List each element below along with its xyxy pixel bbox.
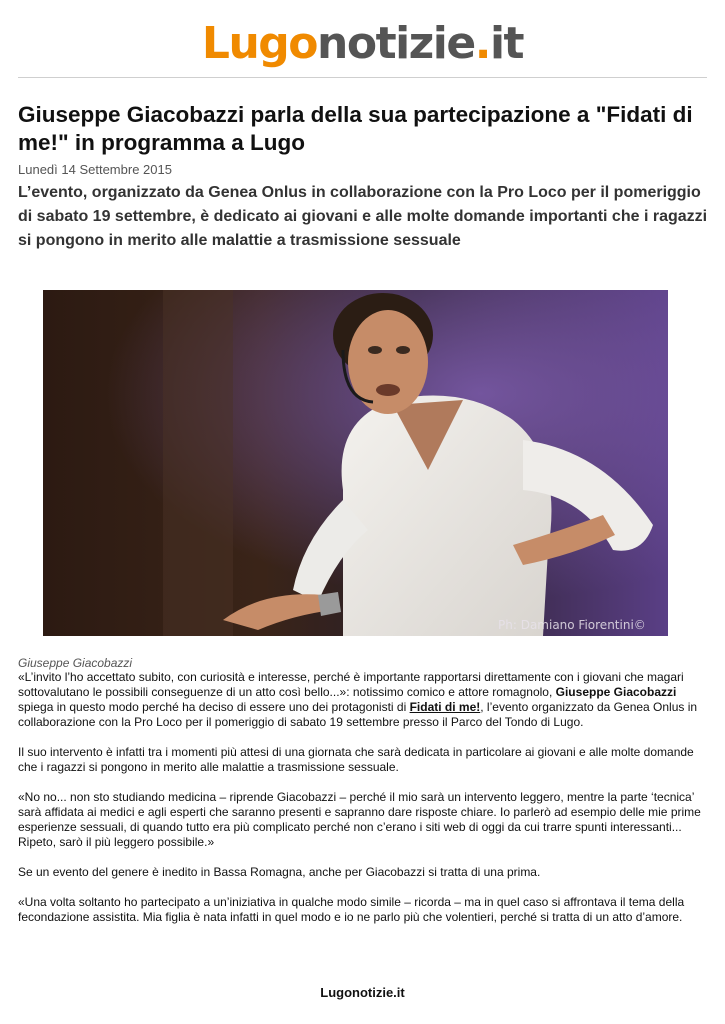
photo-credit: Ph: Damiano Fiorentini©: [498, 618, 646, 632]
article-body: [18, 670, 712, 940]
event-link[interactable]: Fidati di me!: [409, 700, 481, 714]
photo-caption: Giuseppe Giacobazzi: [18, 656, 133, 670]
paragraph-2: Il suo intervento è infatti tra i momenti più attesi di una giornata che sarà dedicata in particolare ai giovani e alle molte domande che i ragazzi si pongono in merito alle malattie a trasmissione sessuale.: [18, 745, 694, 774]
paragraph-3: «No no... non sto studiando medicina – riprende Giacobazzi – perché il mio sarà un intervento leggero, mentre la parte ‘tecnica’ sarà affidata ai medici e agli esperti che saranno presenti e sapranno dare risposte chiare. Io parlerò ad esempio delle mie prime esperienze sessuali, di quando tutto era più complicato perché non c’erano i siti web di oggi da cui trarre spunti interessanti... Ripeto, sarò il più leggero possibile.»: [18, 790, 701, 849]
article-title: Giuseppe Giacobazzi parla della sua partecipazione a "Fidati di me!" in programma a Lugo: [18, 102, 693, 155]
logo-lugo: Lugo: [201, 18, 318, 69]
article-lead: L’evento, organizzato da Genea Onlus in collaborazione con la Pro Loco per il pomeriggio di sabato 19 settembre, è dedicato ai giovani e alle molte domande importanti che i ragazzi si pongono in merito alle malattie a trasmissione sessuale: [18, 184, 708, 249]
logo-notizie: notizie: [317, 18, 475, 69]
paragraph-5: «Una volta soltanto ho partecipato a un’iniziativa in qualche modo simile – ricorda – ma in quel caso si affrontava il tema della fecondazione assistita. Mia figlia è nata infatti in quel modo e io ne parlo più che volentieri, perché si tratta di un atto d’amore.: [18, 895, 685, 924]
paragraph-1: «L’invito l’ho accettato subito, con curiosità e interesse, perché è importante rapportarsi direttamente con i giovani che magari sottovalutano le possibili conseguenze di un atto così bello...»: notissimo comico e attore romagnolo, Giuseppe Giacobazzi spiega in questo modo perché ha deciso di essere uno dei protagonisti di Fidati di me!, l’evento organizzato da Genea Onlus in collaborazione con la Pro Loco per il pomeriggio di sabato 19 settembre presso il Parco del Tondo di Lugo.: [18, 670, 698, 729]
article-photo: [43, 290, 668, 636]
footer-site-name: Lugonotizie.it: [320, 985, 405, 1000]
article-date: Lunedì 14 Settembre 2015: [18, 162, 172, 177]
person-name: Giuseppe Giacobazzi: [555, 685, 677, 699]
logo-it: it: [489, 18, 524, 69]
logo-dot: .: [474, 18, 490, 69]
site-logo[interactable]: [0, 14, 725, 74]
header-divider: [18, 77, 707, 78]
paragraph-4: Se un evento del genere è inedito in Bassa Romagna, anche per Giacobazzi si tratta di una prima.: [18, 865, 541, 879]
